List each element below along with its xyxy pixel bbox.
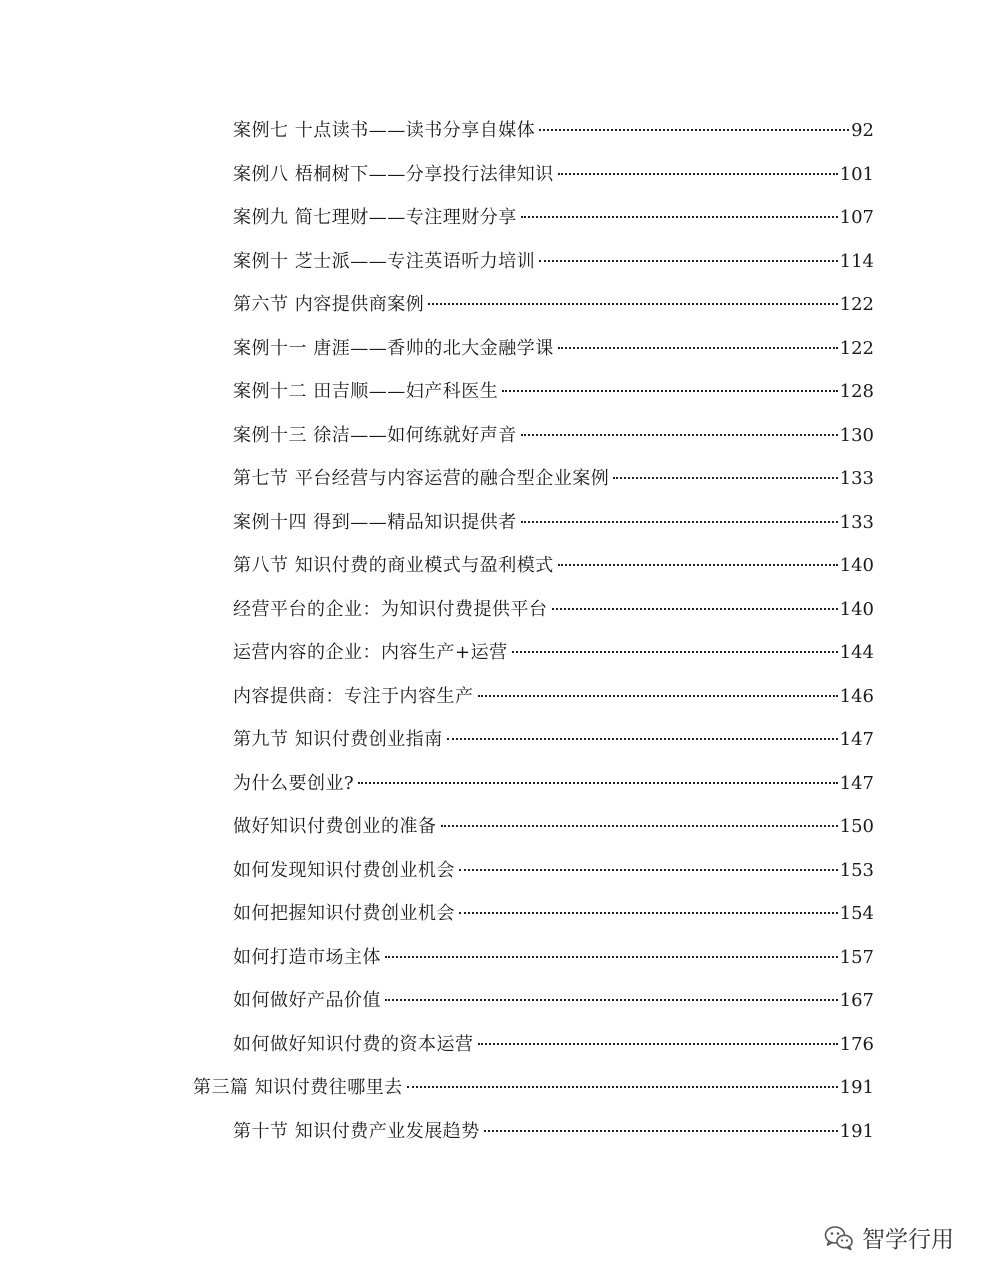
toc-entry-page: 191 bbox=[839, 1077, 874, 1098]
toc-entry[interactable] bbox=[233, 638, 874, 668]
toc-entry[interactable] bbox=[233, 377, 874, 407]
toc-entry-page: 130 bbox=[839, 424, 874, 446]
toc-entry-page: 144 bbox=[839, 642, 874, 663]
toc-entry-title: 案例十二 田吉顺——妇产科医生 bbox=[233, 381, 499, 402]
toc-entry-page: 176 bbox=[839, 1033, 874, 1055]
toc-leader bbox=[521, 216, 838, 218]
toc-entry-page: 133 bbox=[839, 511, 874, 533]
toc-entry-page: 191 bbox=[839, 1120, 874, 1142]
watermark-text: 智学行用 bbox=[862, 1227, 954, 1253]
toc-leader bbox=[385, 999, 838, 1001]
toc-entry-title: 运营内容的企业：内容生产+运营 bbox=[233, 642, 508, 663]
toc-entry-page: 150 bbox=[839, 816, 874, 837]
toc-entry-page: 122 bbox=[839, 294, 874, 315]
toc-entry[interactable] bbox=[233, 421, 874, 451]
toc-leader bbox=[552, 608, 838, 610]
toc-entry[interactable] bbox=[233, 986, 874, 1016]
toc-entry[interactable] bbox=[233, 203, 874, 233]
toc-entry-page: 133 bbox=[839, 468, 874, 489]
toc-entry-page: 140 bbox=[839, 598, 874, 620]
toc-entry-title: 第七节 平台经营与内容运营的融合型企业案例 bbox=[233, 468, 610, 489]
toc-entry-title: 如何做好知识付费的资本运营 bbox=[233, 1033, 474, 1055]
toc-leader bbox=[512, 651, 838, 653]
toc-entry[interactable] bbox=[233, 595, 874, 625]
toc-entry[interactable] bbox=[233, 464, 874, 494]
toc-leader bbox=[539, 129, 849, 131]
toc-entry[interactable] bbox=[233, 1117, 874, 1147]
toc-entry-title: 如何把握知识付费创业机会 bbox=[233, 903, 455, 924]
toc-leader bbox=[441, 825, 838, 827]
toc-entry-page: 128 bbox=[839, 381, 874, 402]
toc-entry[interactable] bbox=[233, 334, 874, 364]
toc-entry-title: 经营平台的企业：为知识付费提供平台 bbox=[233, 598, 548, 620]
toc-entry[interactable] bbox=[193, 1073, 874, 1103]
toc-entry-page: 140 bbox=[839, 555, 874, 576]
toc-entry-page: 122 bbox=[839, 337, 874, 359]
toc-entry-title: 如何打造市场主体 bbox=[233, 946, 381, 968]
toc-leader bbox=[407, 1086, 838, 1088]
toc-entry[interactable] bbox=[233, 1030, 874, 1060]
toc-entry-title: 第三篇 知识付费往哪里去 bbox=[193, 1077, 403, 1098]
toc-leader bbox=[502, 390, 837, 392]
toc-entry[interactable] bbox=[233, 290, 874, 320]
toc-entry-title: 案例八 梧桐树下——分享投行法律知识 bbox=[233, 163, 554, 185]
wechat-icon bbox=[824, 1224, 854, 1252]
toc-entry-page: 107 bbox=[839, 207, 874, 228]
toc-entry[interactable] bbox=[233, 508, 874, 538]
toc-entry-page: 147 bbox=[839, 729, 874, 750]
toc-leader bbox=[447, 738, 838, 740]
toc-leader bbox=[484, 1130, 838, 1132]
toc-leader bbox=[558, 173, 838, 175]
toc-entry-title: 第十节 知识付费产业发展趋势 bbox=[233, 1120, 480, 1142]
toc-entry-page: 167 bbox=[839, 990, 874, 1011]
toc-entry-title: 为什么要创业? bbox=[233, 772, 355, 794]
toc-entry[interactable] bbox=[233, 769, 874, 799]
toc-leader bbox=[459, 912, 838, 914]
toc-entry-title: 案例十四 得到——精品知识提供者 bbox=[233, 511, 517, 533]
toc-leader bbox=[478, 695, 838, 697]
toc-leader bbox=[521, 521, 838, 523]
toc-leader bbox=[539, 260, 837, 262]
toc-leader bbox=[459, 869, 838, 871]
toc-leader bbox=[428, 303, 837, 305]
toc-entry-page: 154 bbox=[839, 903, 874, 924]
toc-entry-title: 如何做好产品价值 bbox=[233, 990, 381, 1011]
toc-leader bbox=[558, 564, 838, 566]
toc-entry-page: 153 bbox=[839, 859, 874, 881]
toc-entry-title: 案例十三 徐洁——如何练就好声音 bbox=[233, 424, 517, 446]
toc-entry-title: 第九节 知识付费创业指南 bbox=[233, 729, 443, 750]
toc-entry[interactable] bbox=[233, 725, 874, 755]
toc-entry[interactable] bbox=[233, 943, 874, 973]
toc-entry[interactable] bbox=[233, 116, 874, 146]
toc-entry-page: 101 bbox=[839, 163, 874, 185]
toc-leader bbox=[358, 782, 837, 784]
toc-entry-title: 案例十 芝士派——专注英语听力培训 bbox=[233, 250, 536, 272]
wechat-watermark bbox=[824, 1221, 954, 1254]
toc-entry[interactable] bbox=[233, 247, 874, 277]
toc-leader bbox=[521, 434, 838, 436]
toc-entry-title: 案例九 简七理财——专注理财分享 bbox=[233, 207, 517, 228]
toc-entry[interactable] bbox=[233, 160, 874, 190]
toc-entry-title: 如何发现知识付费创业机会 bbox=[233, 859, 455, 881]
toc-entry-page: 92 bbox=[851, 120, 874, 141]
toc-entry[interactable] bbox=[233, 682, 874, 712]
toc-entry-page: 146 bbox=[839, 685, 874, 707]
toc-entry-title: 第八节 知识付费的商业模式与盈利模式 bbox=[233, 555, 554, 576]
toc-entry-page: 114 bbox=[839, 250, 874, 272]
toc-leader bbox=[613, 477, 837, 479]
toc-entry[interactable] bbox=[233, 812, 874, 842]
toc-entry-title: 内容提供商：专注于内容生产 bbox=[233, 685, 474, 707]
toc-entry-page: 157 bbox=[839, 946, 874, 968]
toc-entry[interactable] bbox=[233, 899, 874, 929]
toc-leader bbox=[558, 347, 838, 349]
toc-entry-title: 案例七 十点读书——读书分享自媒体 bbox=[233, 120, 536, 141]
toc-leader bbox=[478, 1043, 838, 1045]
toc-entry-title: 第六节 内容提供商案例 bbox=[233, 294, 425, 315]
toc-entry[interactable] bbox=[233, 551, 874, 581]
toc-entry-title: 做好知识付费创业的准备 bbox=[233, 816, 437, 837]
toc-entry[interactable] bbox=[233, 856, 874, 886]
toc-leader bbox=[385, 956, 838, 958]
toc-entry-page: 147 bbox=[839, 772, 874, 794]
toc-entry-title: 案例十一 唐涯——香帅的北大金融学课 bbox=[233, 337, 554, 359]
